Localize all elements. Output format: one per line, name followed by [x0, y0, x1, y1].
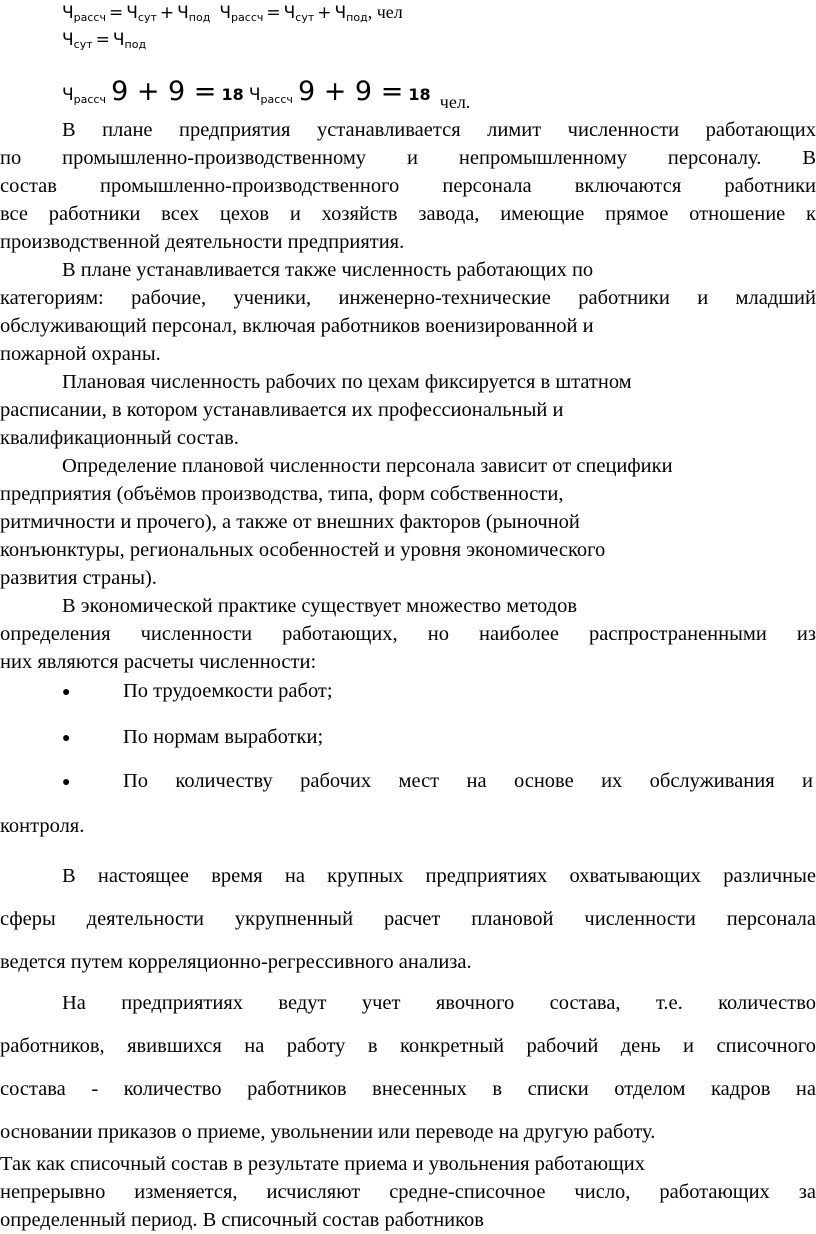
- formula-unit: чел.: [439, 92, 471, 112]
- paragraph-4: [0, 452, 816, 592]
- formula-subscript: рассч: [73, 93, 106, 106]
- text-line: все работники всех цехов и хозяйств завода, имеющие прямое отношение к: [0, 203, 816, 225]
- text-line: Определение плановой численности персонала зависит от специфики: [62, 455, 673, 477]
- list-item-text: По количеству рабочих мест на основе их обслуживания и: [123, 770, 813, 792]
- text-line: по промышленно-производственному и непромышленному персоналу. В: [0, 147, 816, 169]
- formula-subscript: сут: [295, 11, 315, 24]
- formula-subscript: под: [124, 38, 147, 51]
- paragraph-3: [0, 368, 816, 452]
- bullet-icon: ●: [62, 685, 71, 700]
- text-line: квалификационный состав.: [0, 427, 239, 449]
- text-line: производственной деятельности предприятия.: [0, 231, 405, 253]
- formula-subscript: под: [346, 11, 368, 24]
- formula-subscript: сут: [137, 11, 157, 24]
- text-line: них являются расчеты численности:: [0, 651, 317, 673]
- formula-symbol: Ч: [177, 3, 189, 23]
- text-line: ведется путем корреляционно-регрессивного анализа.: [0, 951, 472, 973]
- paragraph-1: [0, 116, 816, 256]
- list-item-text: По трудоемкости работ;: [123, 680, 333, 702]
- paragraph-2: [0, 256, 816, 368]
- formula-subscript: сут: [73, 38, 93, 51]
- paragraph-5: [0, 592, 816, 676]
- bullet-icon: ●: [62, 775, 71, 790]
- formula-subscript: рассч: [231, 11, 264, 24]
- text-line: конъюнктуры, региональных особенностей и уровня экономического: [0, 539, 606, 561]
- formula-symbol: Ч: [283, 3, 296, 23]
- paragraph-7: [0, 982, 816, 1154]
- text-line: состав промышленно-производственного персонала включаются работники: [0, 175, 816, 197]
- text-line: основании приказов о приеме, увольнении или переводе на другую работу.: [0, 1121, 656, 1143]
- formula-line-2: Чсут = Чпод: [62, 30, 147, 51]
- formula-expression: 9 + 9 =: [297, 76, 404, 107]
- list-item-continuation: [0, 812, 816, 840]
- formula-symbol: Ч: [126, 3, 138, 23]
- formula-symbol: Ч: [248, 85, 261, 105]
- text-line: определенный период. В списочный состав работников: [0, 1209, 484, 1231]
- text-line: работников, явившихся на работу в конкретный рабочий день и списочного: [0, 1035, 816, 1057]
- formula-line-3: [62, 76, 471, 112]
- list-item-text: По нормам выработки;: [123, 726, 324, 748]
- text-line: состава - количество работников внесенных в списки отделом кадров на: [0, 1078, 816, 1100]
- text-line: В экономической практике существует множество методов: [62, 595, 578, 617]
- text-line: В плане предприятия устанавливается лимит численности работающих: [62, 119, 816, 141]
- bullet-icon: ●: [62, 731, 71, 746]
- formula-symbol: Ч: [334, 3, 347, 23]
- text-line: развития страны).: [0, 567, 157, 589]
- formula-symbol: Ч: [62, 3, 74, 23]
- text-line: В плане устанавливается также численность работающих по: [62, 259, 594, 281]
- formula-symbol: Ч: [219, 3, 232, 23]
- formula-subscript: под: [188, 11, 211, 24]
- paragraph-6: [0, 855, 816, 984]
- text-line: Так как списочный состав в результате приема и увольнения работающих: [0, 1153, 646, 1175]
- text-line: непрерывно изменяется, исчисляют средне-списочное число, работающих за: [0, 1181, 816, 1203]
- formula-subscript: рассч: [260, 93, 293, 106]
- text-line: пожарной охраны.: [0, 343, 161, 365]
- formula-subscript: рассч: [73, 11, 106, 24]
- text-line: расписании, в котором устанавливается их профессиональный и: [0, 399, 564, 421]
- text-line: категориям: рабочие, ученики, инженерно-технические работники и младший: [0, 287, 816, 309]
- text-line: предприятия (объёмов производства, типа, форм собственности,: [0, 483, 564, 505]
- formula-symbol: Ч: [62, 30, 74, 50]
- text-line: ритмичности и прочего), а также от внешних факторов (рыночной: [0, 511, 580, 533]
- formula-symbol: Ч: [62, 85, 74, 105]
- formula-result: 18: [408, 85, 431, 104]
- formula-expression: 9 + 9 =: [111, 76, 217, 107]
- paragraph-8: [0, 1150, 816, 1234]
- text-line: На предприятиях ведут учет явочного состава, т.е. количество: [62, 992, 816, 1014]
- formula-line-1: Чрассч = Чсут + Чпод Чрассч = Чсут + Чпод, чел: [62, 2, 403, 24]
- formula-symbol: Ч: [112, 30, 125, 50]
- formula-unit: , чел: [367, 2, 403, 22]
- text-line: определения численности работающих, но наиболее распространенными из: [0, 623, 816, 645]
- text-line: Плановая численность рабочих по цехам фиксируется в штатном: [62, 371, 632, 393]
- formula-result: 18: [221, 85, 244, 104]
- text-line: сферы деятельности укрупненный расчет плановой численности персонала: [0, 908, 816, 930]
- text-line: В настоящее время на крупных предприятиях охватывающих различные: [62, 865, 816, 887]
- text-line: контроля.: [0, 815, 85, 837]
- text-line: обслуживающий персонал, включая работников военизированной и: [0, 315, 594, 337]
